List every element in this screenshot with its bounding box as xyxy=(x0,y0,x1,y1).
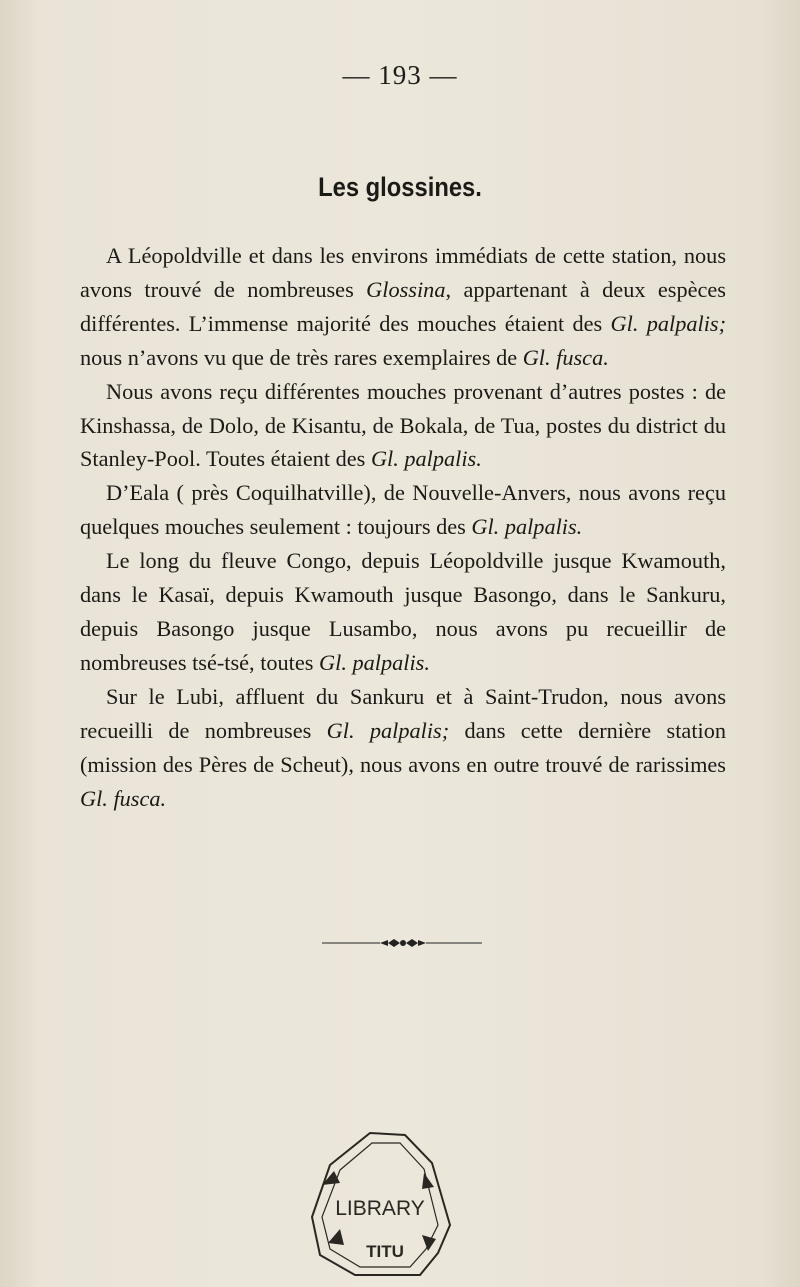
species-name: Gl. fusca. xyxy=(522,344,609,370)
section-heading: Les glossines. xyxy=(318,172,482,202)
species-name: Gl. palpalis. xyxy=(370,446,482,472)
paragraph xyxy=(80,476,726,544)
stamp-label: LIBRARY xyxy=(335,1197,425,1220)
text-run: nous n’avons vu que de très rares exemplaires de xyxy=(80,344,523,370)
text-run: Le long du fleuve Congo, depuis Léopoldville jusque Kwamouth, dans le Kasaï, depuis Kwamouth jusque Basongo, dans le Sankuru, depuis Basongo jusque Lusambo, nous avons pu recueillir de nombreuses tsé-tsé, toutes xyxy=(80,548,726,675)
ornament-divider xyxy=(322,938,482,948)
text-run: Sur le Lubi, affluent du Sankuru et à Saint-Trudon, nous avons recueilli de nombreuses xyxy=(80,683,726,743)
body-text xyxy=(80,239,726,815)
paragraph xyxy=(80,375,726,477)
species-name: Gl. palpalis. xyxy=(319,649,430,675)
paragraph xyxy=(80,239,726,375)
text-run: , appartenant à deux espèces différentes. L’immense majorité des mouches étaient des xyxy=(80,276,726,336)
library-stamp xyxy=(300,1125,465,1280)
species-name: Gl. fusca. xyxy=(80,785,167,811)
text-run: Nous avons reçu différentes mouches provenant d’autres postes : de Kinshassa, de Dolo, de Kisantu, de Bokala, de Tua, postes du district du Stanley-Pool. Toutes étaient des xyxy=(80,378,726,472)
text-run: D’Eala ( près Coquilhatville), de Nouvelle-Anvers, nous avons reçu quelques mouches seulement : toujours des xyxy=(80,480,726,540)
paragraph xyxy=(80,680,726,816)
text-run: dans cette dernière station (mission des Pères de Scheut), nous avons en outre trouvé de rarissimes xyxy=(80,717,727,777)
species-name: Gl. palpalis; xyxy=(610,310,727,336)
stamp-bottom: TITU xyxy=(366,1242,404,1261)
page-number: — 193 — xyxy=(342,60,458,90)
species-name: Gl. palpalis. xyxy=(471,514,583,540)
paragraph xyxy=(80,544,726,680)
species-name: Glossina xyxy=(366,276,446,302)
species-name: Gl. palpalis; xyxy=(326,717,450,743)
text-run: A Léopoldville et dans les environs immédiats de cette station, nous avons trouvé de nombreuses xyxy=(80,243,726,302)
